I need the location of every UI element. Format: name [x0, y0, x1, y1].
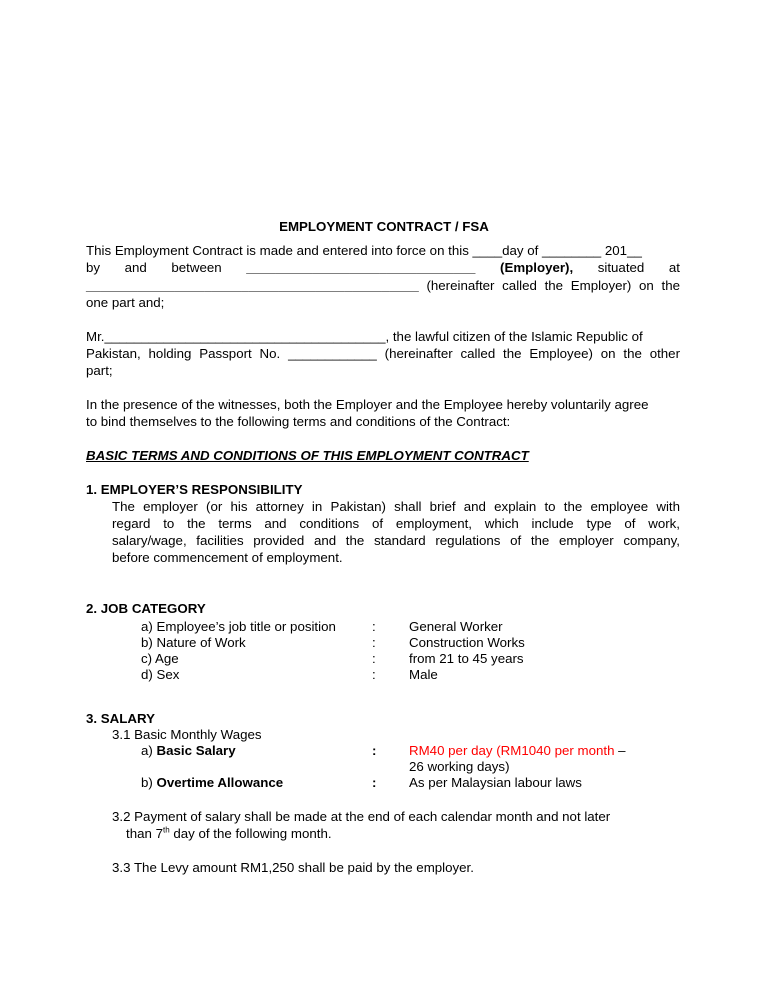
- job-title-colon: :: [372, 619, 376, 634]
- nature-of-work-label: b) Nature of Work: [141, 635, 246, 650]
- age-value: from 21 to 45 years: [409, 651, 524, 666]
- overtime-label: Overtime Allowance: [156, 775, 284, 790]
- basic-monthly-wages-heading: 3.1 Basic Monthly Wages: [112, 727, 262, 742]
- employee-line-3: part;: [86, 363, 113, 378]
- sex-value: Male: [409, 667, 438, 682]
- section-1-line-3: salary/wage, facilities provided and the standard regulations of the employer company,: [112, 533, 680, 548]
- overtime-label-row: [141, 775, 283, 791]
- intro-line-4: one part and;: [86, 295, 165, 310]
- intro-at: at: [668, 260, 680, 275]
- intro-line-2: [86, 260, 680, 276]
- basic-salary-colon: :: [372, 743, 377, 758]
- payment-clause-sup: th: [162, 825, 170, 835]
- intro-line-1: This Employment Contract is made and entered into force on this ____day of ________ 201__: [86, 243, 642, 258]
- payment-clause-line-1: 3.2 Payment of salary shall be made at the end of each calendar month and not later: [112, 809, 611, 824]
- employee-line-1: Mr.______________________________________, the lawful citizen of the Islamic Republic of: [86, 329, 643, 344]
- intro-between: between: [171, 260, 222, 275]
- intro-situated: situated: [597, 260, 645, 275]
- witness-line-1: In the presence of the witnesses, both the Employer and the Employee hereby voluntarily agree: [86, 397, 649, 412]
- basic-salary-dash: –: [614, 743, 626, 758]
- age-colon: :: [372, 651, 376, 666]
- payment-clause-pre: than 7: [126, 826, 163, 841]
- employee-line-2: Pakistan, holding Passport No. ____________ (hereinafter called the Employee) on the other: [86, 346, 680, 361]
- basic-salary-label-row: [141, 743, 236, 759]
- intro-and: and: [124, 260, 147, 275]
- witness-line-2: to bind themselves to the following terms and conditions of the Contract:: [86, 414, 511, 429]
- intro-by: by: [86, 260, 101, 275]
- job-title-value: General Worker: [409, 619, 503, 634]
- levy-clause: 3.3 The Levy amount RM1,250 shall be paid by the employer.: [112, 860, 474, 875]
- basic-salary-rate: RM40 per day (RM1040 per month: [409, 743, 615, 758]
- overtime-value: As per Malaysian labour laws: [409, 775, 582, 790]
- payment-clause-post: day of the following month.: [169, 826, 332, 841]
- job-title-label: a) Employee’s job title or position: [141, 619, 336, 634]
- section-3-heading: 3. SALARY: [86, 711, 155, 726]
- nature-of-work-value: Construction Works: [409, 635, 525, 650]
- section-2-heading: 2. JOB CATEGORY: [86, 601, 206, 616]
- basic-salary-value: [409, 743, 626, 759]
- payment-clause-line-2: [126, 826, 332, 842]
- section-1-line-2: regard to the terms and conditions of employment, which include type of work,: [112, 516, 680, 531]
- basic-salary-prefix: a): [141, 743, 157, 758]
- basic-terms-heading: BASIC TERMS AND CONDITIONS OF THIS EMPLOYMENT CONTRACT: [86, 448, 529, 463]
- overtime-prefix: b): [141, 775, 157, 790]
- sex-colon: :: [372, 667, 376, 682]
- employer-name-blank: _______________________________: [246, 260, 476, 275]
- section-1-line-1: The employer (or his attorney in Pakistan) shall brief and explain to the employee with: [112, 499, 680, 514]
- nature-of-work-colon: :: [372, 635, 376, 650]
- intro-line-3: [86, 278, 680, 294]
- basic-salary-working-days: 26 working days): [409, 759, 510, 774]
- overtime-colon: :: [372, 775, 377, 790]
- page-title: EMPLOYMENT CONTRACT / FSA: [279, 219, 489, 234]
- employer-label: (Employer),: [500, 260, 574, 275]
- sex-label: d) Sex: [141, 667, 180, 682]
- basic-salary-label: Basic Salary: [156, 743, 236, 758]
- employer-address-blank: _____________________________________________: [86, 278, 419, 293]
- section-1-heading: 1. EMPLOYER’S RESPONSIBILITY: [86, 482, 303, 497]
- intro-line-3-text: (hereinafter called the Employer) on the: [426, 278, 680, 293]
- age-label: c) Age: [141, 651, 179, 666]
- section-1-line-4: before commencement of employment.: [112, 550, 343, 565]
